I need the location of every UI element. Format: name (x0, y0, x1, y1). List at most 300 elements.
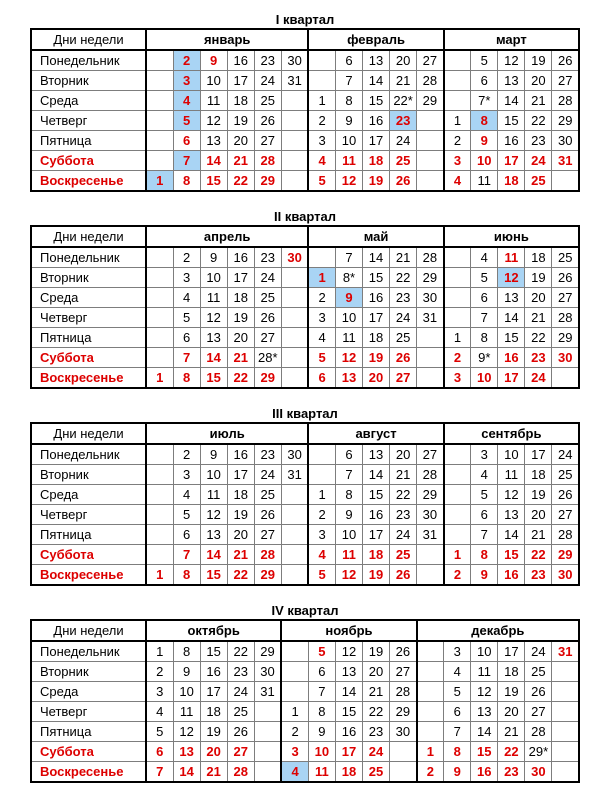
day-cell: 28 (525, 722, 552, 742)
day-cell: 28 (417, 465, 444, 485)
day-cell: 1 (444, 545, 471, 565)
day-cell-empty (444, 308, 471, 328)
day-cell: 14 (363, 71, 390, 91)
day-cell: 14 (200, 151, 227, 171)
quarter-title: III квартал (272, 406, 338, 421)
day-cell: 15 (200, 368, 227, 389)
day-cell-empty (552, 742, 579, 762)
day-cell: 4 (471, 465, 498, 485)
day-cell: 11 (200, 91, 227, 111)
day-cell: 31 (552, 641, 579, 662)
day-cell: 21 (200, 762, 227, 783)
day-cell: 20 (525, 288, 552, 308)
day-cell: 17 (498, 151, 525, 171)
day-cell-empty (281, 641, 308, 662)
day-cell: 15 (200, 641, 227, 662)
day-cell: 17 (525, 444, 552, 465)
weekday-row (31, 91, 579, 111)
day-cell: 24 (254, 268, 281, 288)
day-cell: 13 (173, 742, 200, 762)
weekday-label: Воскресенье (31, 762, 146, 783)
day-cell-empty (146, 465, 173, 485)
day-cell: 11 (335, 151, 362, 171)
day-cell: 11 (200, 485, 227, 505)
day-cell: 8 (173, 565, 200, 586)
day-cell: 13 (498, 288, 525, 308)
day-cell: 4 (308, 151, 335, 171)
day-cell: 19 (498, 682, 525, 702)
day-cell-empty (444, 525, 471, 545)
day-cell: 29 (254, 565, 281, 586)
day-cell: 5 (173, 111, 200, 131)
day-cell: 15 (498, 328, 525, 348)
day-cell: 13 (363, 444, 390, 465)
day-cell-empty (281, 485, 308, 505)
day-cell-empty (417, 682, 444, 702)
day-cell: 15 (335, 702, 362, 722)
day-cell-empty (146, 505, 173, 525)
day-cell: 27 (417, 50, 444, 71)
day-cell: 22 (498, 742, 525, 762)
day-cell: 2 (444, 565, 471, 586)
day-cell: 20 (227, 525, 254, 545)
day-cell: 15 (363, 268, 390, 288)
quarter-block (30, 12, 580, 192)
day-cell: 14 (200, 545, 227, 565)
day-cell: 19 (227, 308, 254, 328)
day-cell: 26 (552, 485, 579, 505)
day-cell-empty (146, 91, 173, 111)
day-cell: 27 (254, 131, 281, 151)
day-cell: 13 (363, 50, 390, 71)
day-cell: 10 (173, 682, 200, 702)
day-cell: 18 (525, 247, 552, 268)
day-cell: 12 (200, 111, 227, 131)
day-cell: 21 (498, 722, 525, 742)
day-cell: 31 (254, 682, 281, 702)
day-cell: 21 (525, 525, 552, 545)
day-cell: 24 (254, 465, 281, 485)
day-cell: 13 (498, 505, 525, 525)
day-cell: 27 (227, 742, 254, 762)
day-cell: 9 (335, 111, 362, 131)
day-cell: 18 (498, 171, 525, 192)
day-cell: 25 (525, 171, 552, 192)
day-cell-empty (417, 131, 444, 151)
day-cell: 2 (444, 131, 471, 151)
day-cell: 20 (363, 662, 390, 682)
month-header: декабрь (417, 620, 579, 641)
day-cell-empty (281, 308, 308, 328)
day-cell: 5 (471, 50, 498, 71)
day-cell-empty (146, 268, 173, 288)
day-cell: 29 (390, 702, 417, 722)
day-cell: 11 (200, 288, 227, 308)
day-cell-empty (444, 465, 471, 485)
day-cell: 16 (363, 505, 390, 525)
day-cell: 10 (471, 641, 498, 662)
day-cell: 17 (498, 368, 525, 389)
day-cell-empty (417, 111, 444, 131)
day-cell: 5 (471, 268, 498, 288)
day-cell: 24 (390, 131, 417, 151)
day-cell: 3 (173, 71, 200, 91)
month-header: август (308, 423, 443, 444)
day-cell: 27 (390, 662, 417, 682)
day-cell: 26 (390, 641, 417, 662)
day-cell: 19 (363, 565, 390, 586)
weekday-row (31, 702, 579, 722)
day-cell: 30 (552, 348, 579, 368)
day-cell: 12 (471, 682, 498, 702)
day-cell: 17 (498, 641, 525, 662)
day-cell: 8 (335, 485, 362, 505)
day-cell: 18 (363, 151, 390, 171)
day-cell: 23 (390, 111, 417, 131)
day-cell-empty (146, 348, 173, 368)
day-cell: 18 (498, 662, 525, 682)
day-cell-empty (254, 742, 281, 762)
day-cell-empty (552, 722, 579, 742)
day-cell-empty (417, 662, 444, 682)
day-cell: 14 (498, 308, 525, 328)
day-cell: 27 (254, 525, 281, 545)
day-cell: 21 (390, 71, 417, 91)
month-header: октябрь (146, 620, 281, 641)
day-cell-empty (146, 328, 173, 348)
day-cell: 1 (146, 641, 173, 662)
day-cell: 9 (471, 565, 498, 586)
quarter-block (30, 603, 580, 783)
day-cell: 17 (227, 465, 254, 485)
weekday-row (31, 308, 579, 328)
day-cell: 7 (444, 722, 471, 742)
day-cell: 8 (173, 641, 200, 662)
day-cell: 21 (227, 545, 254, 565)
day-cell: 18 (335, 762, 362, 783)
day-cell: 27 (390, 368, 417, 389)
day-cell: 27 (552, 505, 579, 525)
day-cell-empty (308, 465, 335, 485)
day-cell: 20 (363, 368, 390, 389)
weekday-label: Пятница (31, 131, 146, 151)
day-cell: 12 (335, 641, 362, 662)
weekday-column-header: Дни недели (31, 226, 146, 247)
day-cell: 7 (471, 308, 498, 328)
day-cell: 6 (146, 742, 173, 762)
day-cell: 26 (552, 268, 579, 288)
weekday-label: Пятница (31, 525, 146, 545)
day-cell: 29 (254, 171, 281, 192)
weekday-label: Вторник (31, 268, 146, 288)
day-cell-empty (552, 762, 579, 783)
day-cell-empty (552, 171, 579, 192)
day-cell: 4 (173, 485, 200, 505)
day-cell: 5 (173, 308, 200, 328)
day-cell-empty (417, 151, 444, 171)
day-cell: 8 (308, 702, 335, 722)
day-cell: 22 (363, 702, 390, 722)
day-cell: 28 (552, 525, 579, 545)
day-cell-empty (308, 444, 335, 465)
day-cell: 16 (227, 444, 254, 465)
quarter-block (30, 209, 580, 389)
day-cell: 5 (308, 171, 335, 192)
day-cell: 24 (525, 151, 552, 171)
day-cell: 28* (254, 348, 281, 368)
day-cell: 7 (173, 545, 200, 565)
day-cell: 21 (525, 308, 552, 328)
weekday-label: Четверг (31, 111, 146, 131)
day-cell: 16 (498, 131, 525, 151)
day-cell: 7 (335, 247, 362, 268)
day-cell: 7* (471, 91, 498, 111)
day-cell: 23 (525, 565, 552, 586)
day-cell: 29 (417, 91, 444, 111)
day-cell: 12 (200, 505, 227, 525)
day-cell: 12 (335, 348, 362, 368)
day-cell: 3 (173, 465, 200, 485)
day-cell: 18 (363, 328, 390, 348)
day-cell: 30 (254, 662, 281, 682)
day-cell-empty (308, 71, 335, 91)
day-cell: 26 (390, 565, 417, 586)
day-cell: 1 (308, 485, 335, 505)
day-cell: 25 (254, 91, 281, 111)
day-cell-empty (390, 762, 417, 783)
weekday-row (31, 247, 579, 268)
day-cell: 28 (552, 91, 579, 111)
day-cell: 20 (227, 131, 254, 151)
day-cell-empty (281, 368, 308, 389)
day-cell: 2 (173, 247, 200, 268)
day-cell: 27 (525, 702, 552, 722)
day-cell: 7 (146, 762, 173, 783)
day-cell-empty (146, 71, 173, 91)
day-cell-empty (146, 444, 173, 465)
day-cell: 31 (417, 525, 444, 545)
day-cell-empty (281, 565, 308, 586)
day-cell: 22 (227, 565, 254, 586)
day-cell: 21 (363, 682, 390, 702)
day-cell: 12 (335, 171, 362, 192)
month-header: июль (146, 423, 308, 444)
day-cell: 4 (308, 545, 335, 565)
day-cell: 12 (335, 565, 362, 586)
day-cell: 27 (552, 71, 579, 91)
day-cell: 24 (390, 525, 417, 545)
day-cell: 9 (335, 505, 362, 525)
day-cell: 7 (335, 71, 362, 91)
day-cell: 31 (417, 308, 444, 328)
day-cell: 15 (471, 742, 498, 762)
weekday-label: Суббота (31, 545, 146, 565)
day-cell: 23 (525, 348, 552, 368)
day-cell: 9 (200, 444, 227, 465)
day-cell: 15 (363, 91, 390, 111)
day-cell: 2 (173, 50, 200, 71)
day-cell: 3 (308, 525, 335, 545)
day-cell-empty (390, 742, 417, 762)
day-cell: 13 (471, 702, 498, 722)
day-cell-empty (444, 91, 471, 111)
day-cell-empty (417, 722, 444, 742)
month-header: июнь (444, 226, 579, 247)
day-cell: 31 (281, 465, 308, 485)
day-cell: 3 (281, 742, 308, 762)
day-cell: 29 (417, 268, 444, 288)
day-cell: 11 (308, 762, 335, 783)
day-cell-empty (281, 505, 308, 525)
day-cell: 21 (390, 465, 417, 485)
day-cell: 2 (308, 111, 335, 131)
day-cell-empty (281, 131, 308, 151)
day-cell: 25 (390, 328, 417, 348)
weekday-row (31, 545, 579, 565)
day-cell: 15 (498, 111, 525, 131)
day-cell: 20 (525, 71, 552, 91)
day-cell: 4 (173, 91, 200, 111)
day-cell-empty (281, 111, 308, 131)
day-cell: 28 (254, 151, 281, 171)
weekday-label: Вторник (31, 71, 146, 91)
day-cell-empty (146, 485, 173, 505)
day-cell: 26 (254, 308, 281, 328)
quarter-block (30, 406, 580, 586)
day-cell: 29 (552, 328, 579, 348)
day-cell-empty (254, 702, 281, 722)
day-cell: 10 (200, 465, 227, 485)
day-cell-empty (308, 50, 335, 71)
day-cell: 4 (471, 247, 498, 268)
day-cell: 20 (390, 50, 417, 71)
day-cell: 1 (281, 702, 308, 722)
day-cell: 8 (471, 111, 498, 131)
quarter-calendar-table (30, 422, 580, 586)
day-cell: 30 (281, 444, 308, 465)
day-cell: 30 (552, 565, 579, 586)
day-cell: 26 (390, 171, 417, 192)
day-cell: 16 (498, 348, 525, 368)
day-cell: 15 (200, 565, 227, 586)
day-cell: 9 (308, 722, 335, 742)
day-cell: 30 (552, 131, 579, 151)
day-cell: 5 (146, 722, 173, 742)
day-cell: 19 (363, 171, 390, 192)
weekday-column-header: Дни недели (31, 423, 146, 444)
day-cell-empty (417, 348, 444, 368)
day-cell: 5 (308, 565, 335, 586)
day-cell: 2 (444, 348, 471, 368)
day-cell: 15 (498, 545, 525, 565)
day-cell: 19 (525, 50, 552, 71)
day-cell: 8 (335, 91, 362, 111)
day-cell: 21 (227, 348, 254, 368)
day-cell: 17 (363, 525, 390, 545)
day-cell-empty (444, 505, 471, 525)
day-cell: 22 (525, 111, 552, 131)
day-cell: 14 (363, 247, 390, 268)
day-cell: 25 (227, 702, 254, 722)
day-cell-empty (281, 288, 308, 308)
day-cell: 22 (390, 268, 417, 288)
day-cell: 16 (498, 565, 525, 586)
weekday-row (31, 268, 579, 288)
day-cell: 27 (552, 288, 579, 308)
day-cell: 23 (525, 131, 552, 151)
day-cell: 29 (254, 368, 281, 389)
day-cell-empty (552, 682, 579, 702)
day-cell: 7 (335, 465, 362, 485)
day-cell: 24 (525, 641, 552, 662)
day-cell: 2 (417, 762, 444, 783)
weekday-row (31, 525, 579, 545)
day-cell: 26 (525, 682, 552, 702)
day-cell: 3 (444, 641, 471, 662)
quarter-title: II квартал (273, 209, 337, 224)
day-cell: 14 (363, 465, 390, 485)
day-cell: 29 (552, 545, 579, 565)
day-cell: 6 (308, 368, 335, 389)
day-cell: 18 (227, 91, 254, 111)
day-cell: 8 (471, 545, 498, 565)
day-cell: 24 (254, 71, 281, 91)
day-cell: 30 (281, 50, 308, 71)
day-cell: 10 (200, 268, 227, 288)
day-cell: 3 (173, 268, 200, 288)
day-cell: 27 (417, 444, 444, 465)
day-cell-empty (146, 131, 173, 151)
day-cell: 10 (335, 131, 362, 151)
day-cell: 22 (525, 328, 552, 348)
weekday-label: Понедельник (31, 444, 146, 465)
day-cell: 30 (417, 288, 444, 308)
day-cell: 23 (254, 50, 281, 71)
weekday-column-header: Дни недели (31, 620, 146, 641)
day-cell: 8 (173, 171, 200, 192)
day-cell: 8 (173, 368, 200, 389)
day-cell: 25 (390, 151, 417, 171)
day-cell-empty (281, 91, 308, 111)
day-cell: 19 (363, 348, 390, 368)
day-cell: 19 (200, 722, 227, 742)
day-cell: 23 (254, 444, 281, 465)
day-cell: 16 (471, 762, 498, 783)
day-cell: 7 (308, 682, 335, 702)
day-cell: 30 (281, 247, 308, 268)
day-cell: 5 (444, 682, 471, 702)
day-cell-empty (417, 641, 444, 662)
day-cell: 20 (200, 742, 227, 762)
day-cell: 11 (335, 545, 362, 565)
day-cell: 16 (227, 247, 254, 268)
day-cell: 20 (227, 328, 254, 348)
day-cell: 9* (471, 348, 498, 368)
day-cell-empty (552, 368, 579, 389)
day-cell: 29 (254, 641, 281, 662)
day-cell: 19 (363, 641, 390, 662)
day-cell: 16 (227, 50, 254, 71)
weekday-row (31, 465, 579, 485)
day-cell: 27 (254, 328, 281, 348)
weekday-label: Вторник (31, 662, 146, 682)
day-cell-empty (146, 525, 173, 545)
day-cell: 26 (390, 348, 417, 368)
quarter-title: IV квартал (271, 603, 339, 618)
weekday-label: Четверг (31, 702, 146, 722)
day-cell: 29* (525, 742, 552, 762)
day-cell: 15 (200, 171, 227, 192)
